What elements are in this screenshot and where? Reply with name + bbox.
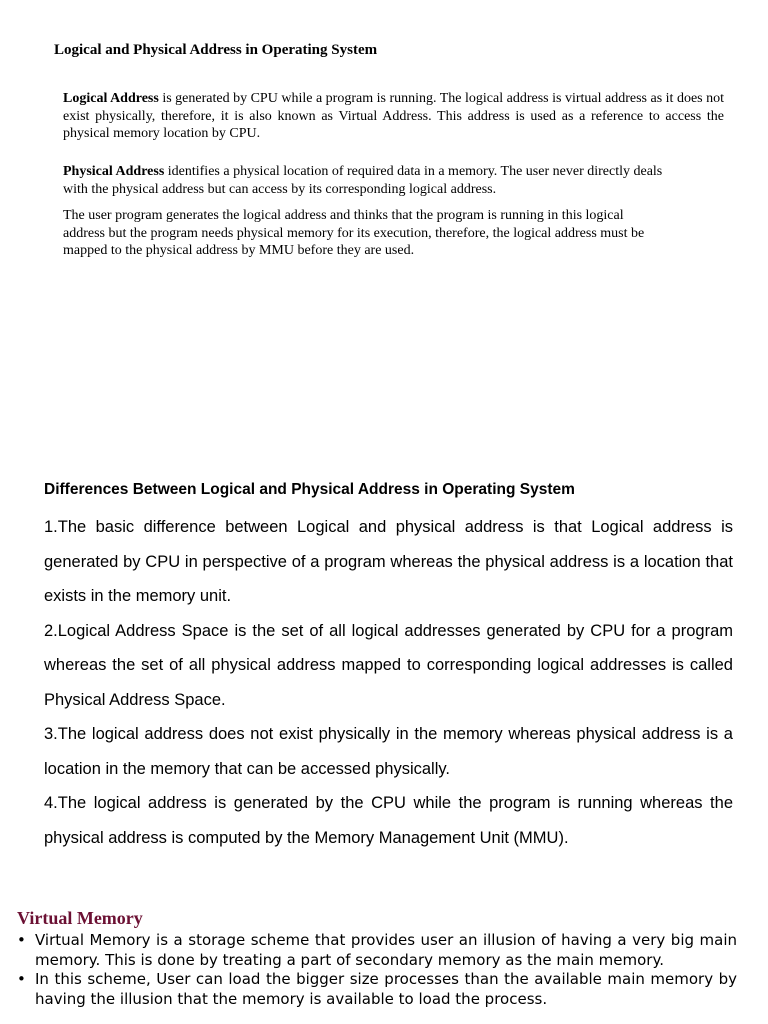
user-program-paragraph: The user program generates the logical address and thinks that the program is running in this logical address but the program needs physical memory for its execution, therefore, the logical address must be mapped to the physical address by MMU before they are used.: [63, 208, 645, 258]
physical-address-term: Physical Address: [63, 164, 165, 179]
physical-address-text: identifies a physical location of required data in a memory. The user never directly deals with the physical address but can access by its corresponding logical address.: [63, 164, 663, 197]
bullet-icon: •: [17, 970, 26, 988]
difference-item-2: 2.Logical Address Space is the set of all logical addresses generated by CPU for a program whereas the set of all physical address mapped to corresponding logical addresses is called Physical Address Space.: [44, 621, 733, 709]
difference-item-1: 1.The basic difference between Logical and physical address is that Logical address is generated by CPU in perspective of a program whereas the physical address is a location that exists in the memory unit.: [44, 518, 733, 605]
differences-title: Differences Between Logical and Physical Address in Operating System: [44, 481, 575, 498]
logical-address-text: is generated by CPU while a program is running. The logical address is virtual address as it does not exist physically, therefore, it is also known as Virtual Address. This address is used as a reference to access the physical memory location by CPU.: [63, 91, 725, 141]
section-title-logical-physical: Logical and Physical Address in Operating System: [54, 42, 378, 58]
differences-list: [44, 510, 733, 855]
virtual-memory-list: [17, 931, 737, 1009]
logical-address-paragraph: [63, 90, 724, 143]
virtual-memory-item-2: [17, 970, 737, 1009]
difference-item-3: 3.The logical address does not exist physically in the memory whereas physical address is a location in the memory that can be accessed physically.: [44, 725, 733, 778]
virtual-memory-title: Virtual Memory: [17, 908, 143, 928]
bullet-icon: •: [17, 931, 26, 949]
virtual-memory-item-1: [17, 931, 737, 970]
virtual-memory-item-text: In this scheme, User can load the bigger size processes than the available main memory by having the illusion that the memory is available to load the process.: [35, 970, 737, 1008]
virtual-memory-item-text: Virtual Memory is a storage scheme that provides user an illusion of having a very big main memory. This is done by treating a part of secondary memory as the main memory.: [35, 931, 737, 969]
logical-address-term: Logical Address: [63, 91, 159, 106]
physical-address-paragraph: [63, 163, 685, 198]
difference-item-4: 4.The logical address is generated by the CPU while the program is running whereas the physical address is computed by the Memory Management Unit (MMU).: [44, 794, 733, 847]
